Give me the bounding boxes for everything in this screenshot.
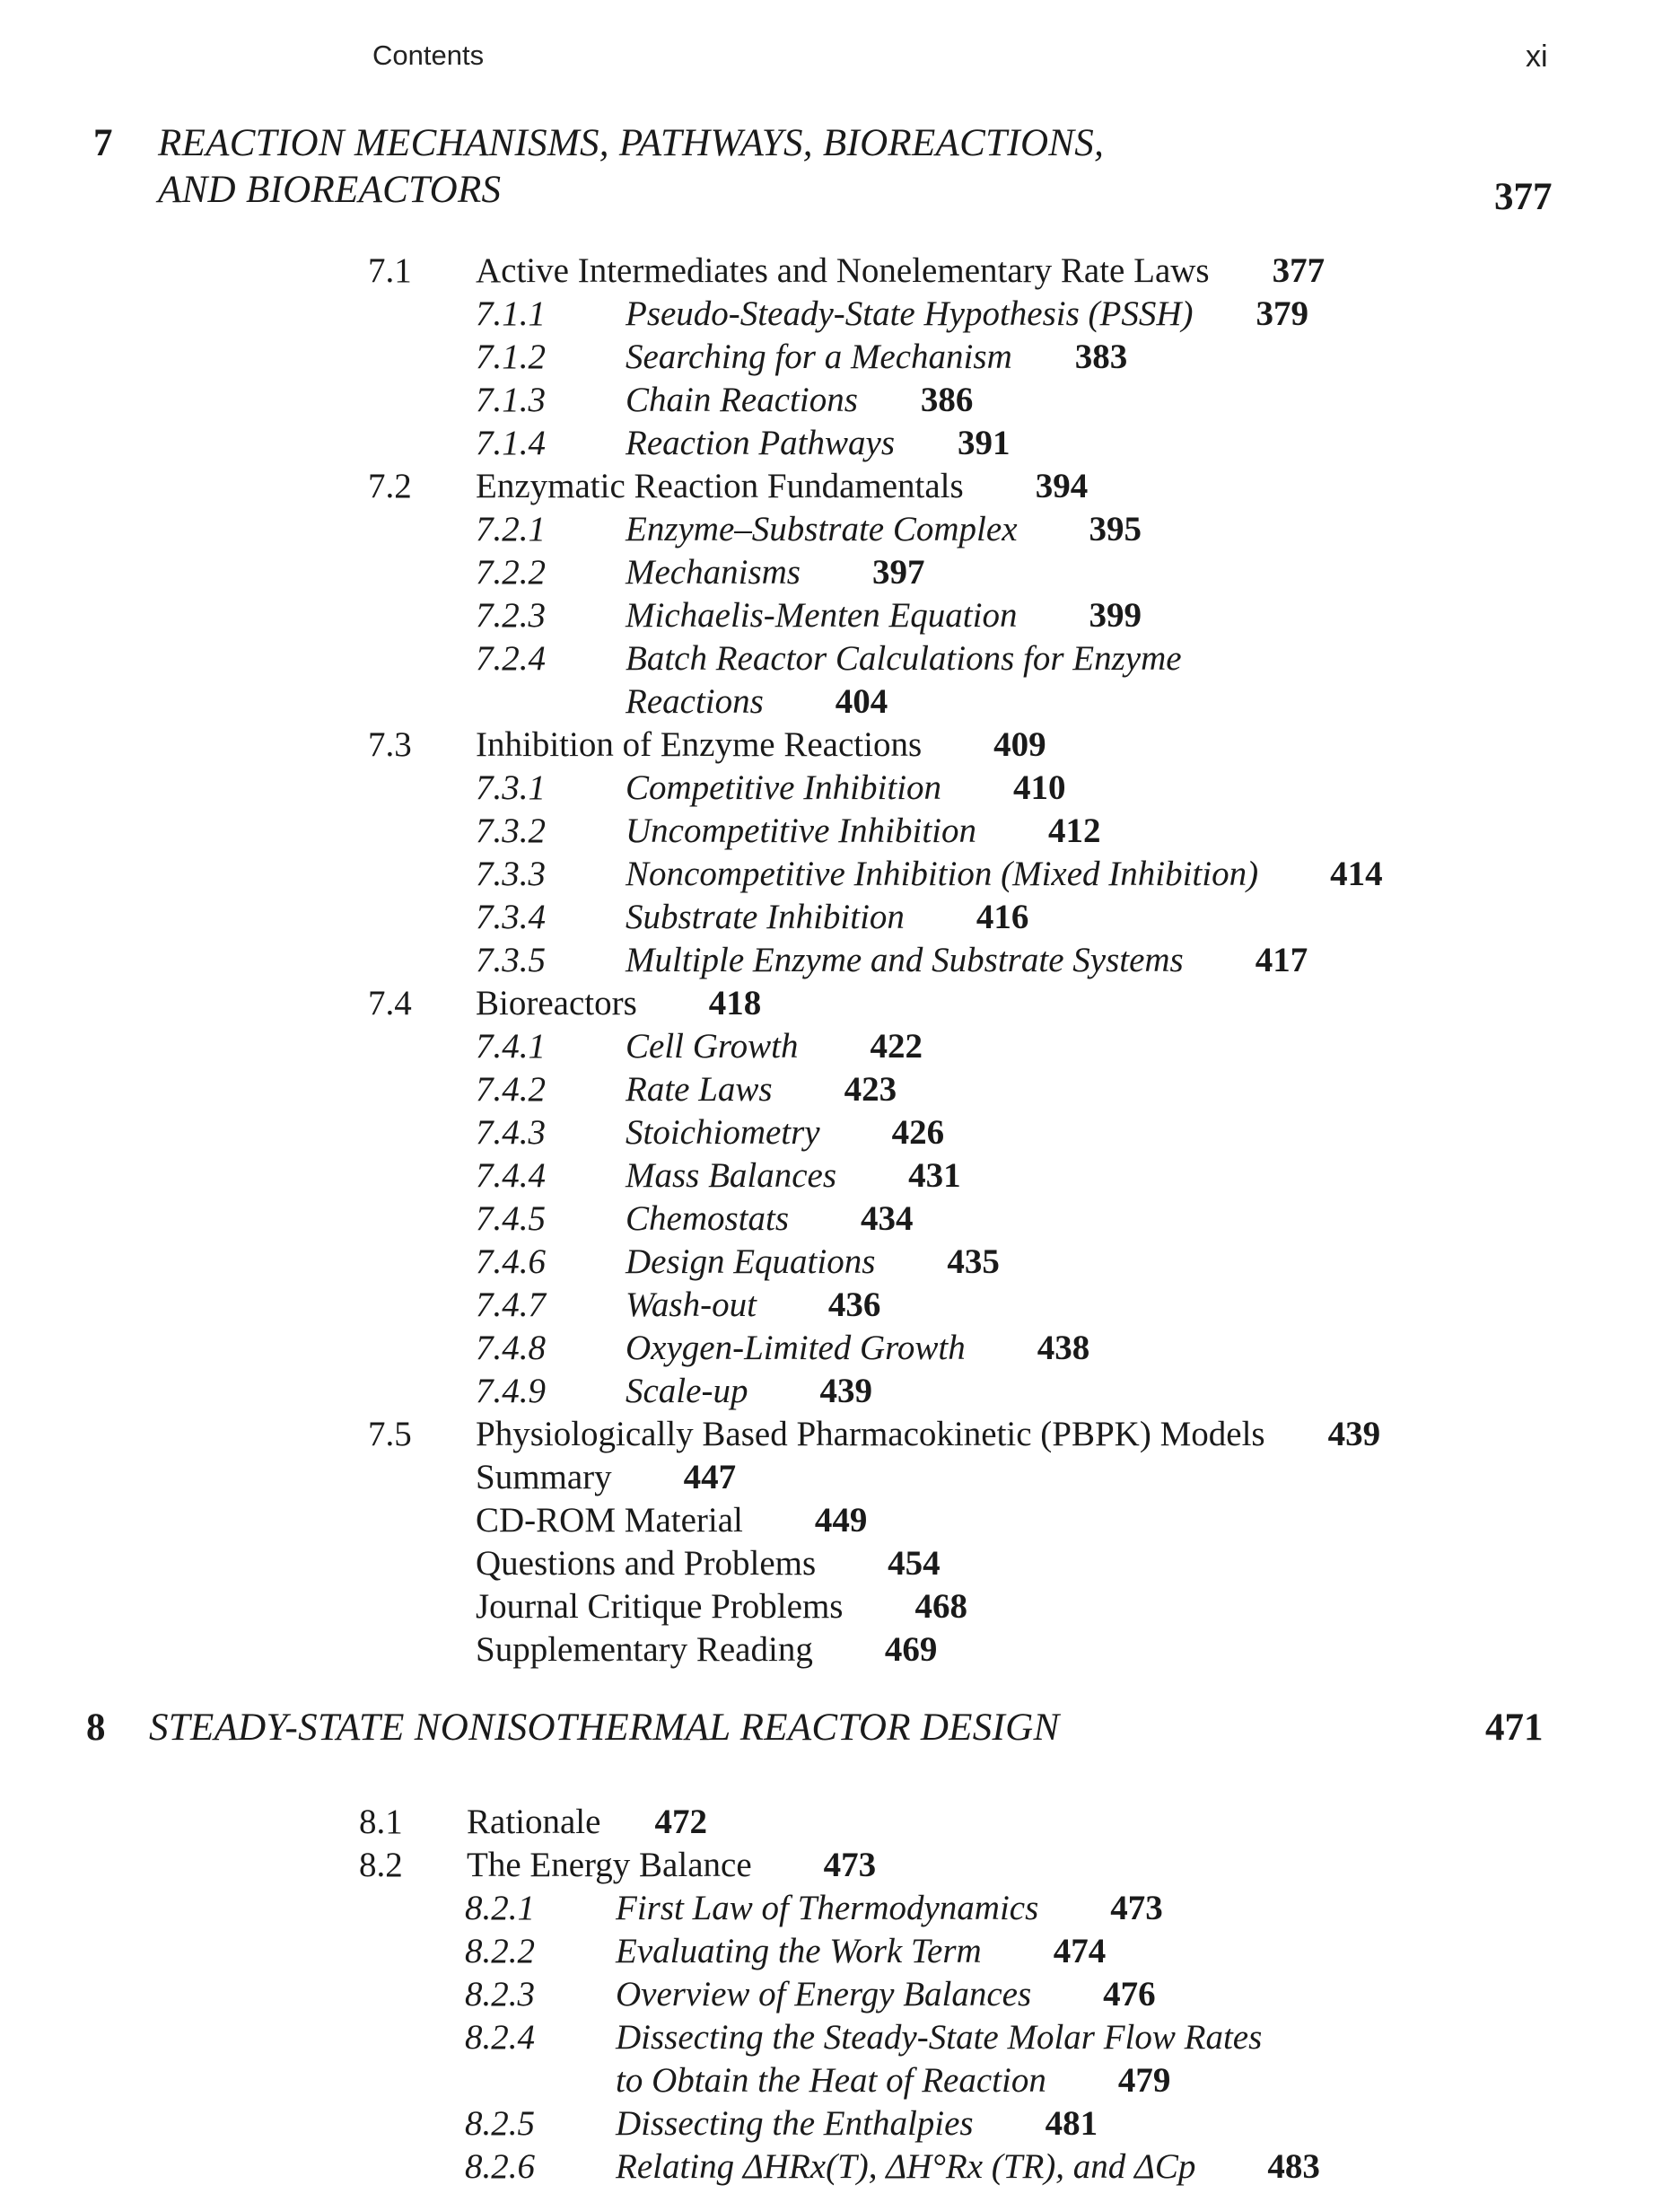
- subsection-number: 7.3.3: [476, 855, 546, 893]
- subsection-page: 417: [1255, 941, 1308, 979]
- subsection-page: 416: [976, 898, 1029, 936]
- subsection-title: Reaction Pathways: [626, 424, 896, 462]
- subsection-page: 426: [891, 1113, 945, 1152]
- section-page: 394: [1035, 467, 1089, 505]
- section-page: 473: [823, 1846, 877, 1884]
- subsection-page: 399: [1089, 596, 1142, 635]
- section-title: Journal Critique Problems: [476, 1587, 844, 1626]
- subsection-number: 7.3.5: [476, 941, 546, 979]
- section-title: Physiologically Based Pharmacokinetic (PBPK) Models: [476, 1415, 1265, 1453]
- section-number: 7.3: [368, 725, 412, 764]
- section-page: 454: [888, 1544, 941, 1583]
- subsection-number: 8.2.6: [465, 2147, 535, 2186]
- subsection-number: 7.2.3: [476, 596, 546, 635]
- section-number: 8.2: [359, 1846, 403, 1884]
- subsection-title: Wash-out: [626, 1285, 757, 1324]
- subsection-title: Mechanisms: [626, 553, 801, 592]
- section-number: 7.2: [368, 467, 412, 505]
- subsection-page: 476: [1103, 1975, 1156, 2014]
- section-page: 472: [654, 1803, 707, 1841]
- subsection-title-continued: to Obtain the Heat of Reaction: [616, 2061, 1046, 2100]
- subsection-page: 438: [1037, 1329, 1090, 1367]
- subsection-page: 434: [861, 1199, 914, 1238]
- subsection-number: 8.2.4: [465, 2018, 535, 2057]
- subsection-number: 7.4.5: [476, 1199, 546, 1238]
- subsection-title: Searching for a Mechanism: [626, 338, 1012, 376]
- subsection-number: 7.1.3: [476, 381, 546, 419]
- subsection-title: Cell Growth: [626, 1027, 799, 1066]
- subsection-number: 8.2.3: [465, 1975, 535, 2014]
- section-page: 409: [993, 725, 1046, 764]
- section-title: Inhibition of Enzyme Reactions: [476, 725, 923, 764]
- chapter-7-number: 7: [93, 122, 113, 164]
- subsection-title-continued: Reactions: [626, 682, 764, 721]
- subsection-title: Design Equations: [626, 1242, 876, 1281]
- subsection-page: 386: [920, 381, 974, 419]
- chapter-8-title: STEADY-STATE NONISOTHERMAL REACTOR DESIGN: [149, 1707, 1060, 1749]
- section-title: Bioreactors: [476, 984, 637, 1022]
- section-title: Questions and Problems: [476, 1544, 817, 1583]
- subsection-page: 423: [844, 1070, 897, 1109]
- subsection-page: 397: [871, 553, 925, 592]
- subsection-number: 8.2.5: [465, 2104, 535, 2143]
- section-page: 447: [683, 1458, 737, 1496]
- chapter-8-page: 471: [1485, 1707, 1544, 1749]
- subsection-number: 7.4.8: [476, 1329, 546, 1367]
- subsection-title: Batch Reactor Calculations for Enzyme: [626, 639, 1182, 678]
- section-title: The Energy Balance: [467, 1846, 752, 1884]
- subsection-title: First Law of Thermodynamics: [616, 1889, 1039, 1927]
- subsection-title: Chain Reactions: [626, 381, 858, 419]
- section-page: 469: [884, 1630, 938, 1669]
- subsection-title: Overview of Energy Balances: [616, 1975, 1032, 2014]
- section-title: Supplementary Reading: [476, 1630, 813, 1669]
- subsection-number: 7.4.7: [476, 1285, 546, 1324]
- subsection-title: Dissecting the Enthalpies: [616, 2104, 974, 2143]
- subsection-number: 7.2.2: [476, 553, 546, 592]
- subsection-title: Michaelis-Menten Equation: [626, 596, 1018, 635]
- chapter-7-page: 377: [1494, 176, 1553, 218]
- subsection-number: 7.4.4: [476, 1156, 546, 1195]
- subsection-title: Oxygen-Limited Growth: [626, 1329, 966, 1367]
- subsection-title: Enzyme–Substrate Complex: [626, 510, 1018, 548]
- subsection-title: Scale-up: [626, 1372, 748, 1410]
- subsection-page: 439: [819, 1372, 872, 1410]
- section-title: CD-ROM Material: [476, 1501, 743, 1540]
- subsection-page: 391: [958, 424, 1011, 462]
- subsection-page: 410: [1013, 768, 1066, 807]
- subsection-page: 379: [1256, 294, 1308, 333]
- subsection-number: 7.1.2: [476, 338, 546, 376]
- section-title: Summary: [476, 1458, 612, 1496]
- subsection-title: Competitive Inhibition: [626, 768, 942, 807]
- subsection-number: 7.3.2: [476, 812, 546, 850]
- section-title: Enzymatic Reaction Fundamentals: [476, 467, 964, 505]
- subsection-page: 473: [1110, 1889, 1163, 1927]
- subsection-number: 7.4.6: [476, 1242, 546, 1281]
- subsection-number: 7.4.3: [476, 1113, 546, 1152]
- subsection-page: 431: [908, 1156, 961, 1195]
- subsection-title: Pseudo-Steady-State Hypothesis (PSSH): [626, 294, 1194, 333]
- subsection-page: 414: [1330, 855, 1383, 893]
- toc-entry-8-2-4-continued: [616, 2059, 1170, 2102]
- subsection-page: 474: [1053, 1932, 1107, 1970]
- section-number: 7.1: [368, 251, 412, 290]
- subsection-number: 7.2.4: [476, 639, 546, 678]
- subsection-number: 7.4.1: [476, 1027, 546, 1066]
- subsection-number: 7.3.1: [476, 768, 546, 807]
- subsection-number: 7.2.1: [476, 510, 546, 548]
- subsection-page: 412: [1048, 812, 1101, 850]
- subsection-title: Dissecting the Steady-State Molar Flow Rates: [616, 2018, 1263, 2057]
- section-page: 468: [914, 1587, 967, 1626]
- subsection-title: Relating ΔHRx(T), ΔH°Rx (TR), and ΔCp: [616, 2147, 1196, 2186]
- subsection-title: Substrate Inhibition: [626, 898, 905, 936]
- section-page: 439: [1327, 1415, 1381, 1453]
- section-page: 449: [814, 1501, 868, 1540]
- running-head-title: Contents: [372, 39, 485, 71]
- section-page: 418: [708, 984, 762, 1022]
- subsection-title: Rate Laws: [626, 1070, 773, 1109]
- chapter-8-number: 8: [86, 1707, 106, 1749]
- subsection-page: 383: [1074, 338, 1128, 376]
- subsection-page: 483: [1267, 2147, 1320, 2186]
- subsection-page: 435: [947, 1242, 1000, 1281]
- subsection-number: 7.4.2: [476, 1070, 546, 1109]
- subsection-number: 8.2.2: [465, 1932, 535, 1970]
- subsection-page: 479: [1117, 2061, 1171, 2100]
- subsection-title: Stoichiometry: [626, 1113, 820, 1152]
- section-number: 8.1: [359, 1803, 403, 1841]
- chapter-7-title-line2: AND BIOREACTORS: [158, 169, 502, 211]
- toc-entry-7-2-4-continued: [626, 680, 888, 724]
- section-page: 377: [1272, 251, 1326, 290]
- subsection-number: 7.3.4: [476, 898, 546, 936]
- subsection-number: 8.2.1: [465, 1889, 535, 1927]
- subsection-number: 7.1.4: [476, 424, 546, 462]
- subsection-title: Uncompetitive Inhibition: [626, 812, 976, 850]
- subsection-page: 422: [870, 1027, 923, 1066]
- subsection-title: Evaluating the Work Term: [616, 1932, 982, 1970]
- chapter-7-title-line1: REACTION MECHANISMS, PATHWAYS, BIOREACTIONS,: [158, 122, 1105, 164]
- page-number: xi: [1526, 39, 1548, 74]
- section-number: 7.4: [368, 984, 412, 1022]
- subsection-title: Multiple Enzyme and Substrate Systems: [626, 941, 1184, 979]
- subsection-number: 7.4.9: [476, 1372, 546, 1410]
- section-number: 7.5: [368, 1415, 412, 1453]
- subsection-title: Noncompetitive Inhibition (Mixed Inhibition): [626, 855, 1259, 893]
- subsection-page: 436: [827, 1285, 881, 1324]
- section-title: Rationale: [467, 1803, 601, 1841]
- subsection-page: 404: [835, 682, 888, 721]
- section-title: Active Intermediates and Nonelementary Rate Laws: [476, 251, 1210, 290]
- subsection-page: 481: [1045, 2104, 1098, 2143]
- subsection-title: Chemostats: [626, 1199, 790, 1238]
- subsection-title: Mass Balances: [626, 1156, 837, 1195]
- subsection-number: 7.1.1: [476, 294, 546, 333]
- subsection-page: 395: [1089, 510, 1142, 548]
